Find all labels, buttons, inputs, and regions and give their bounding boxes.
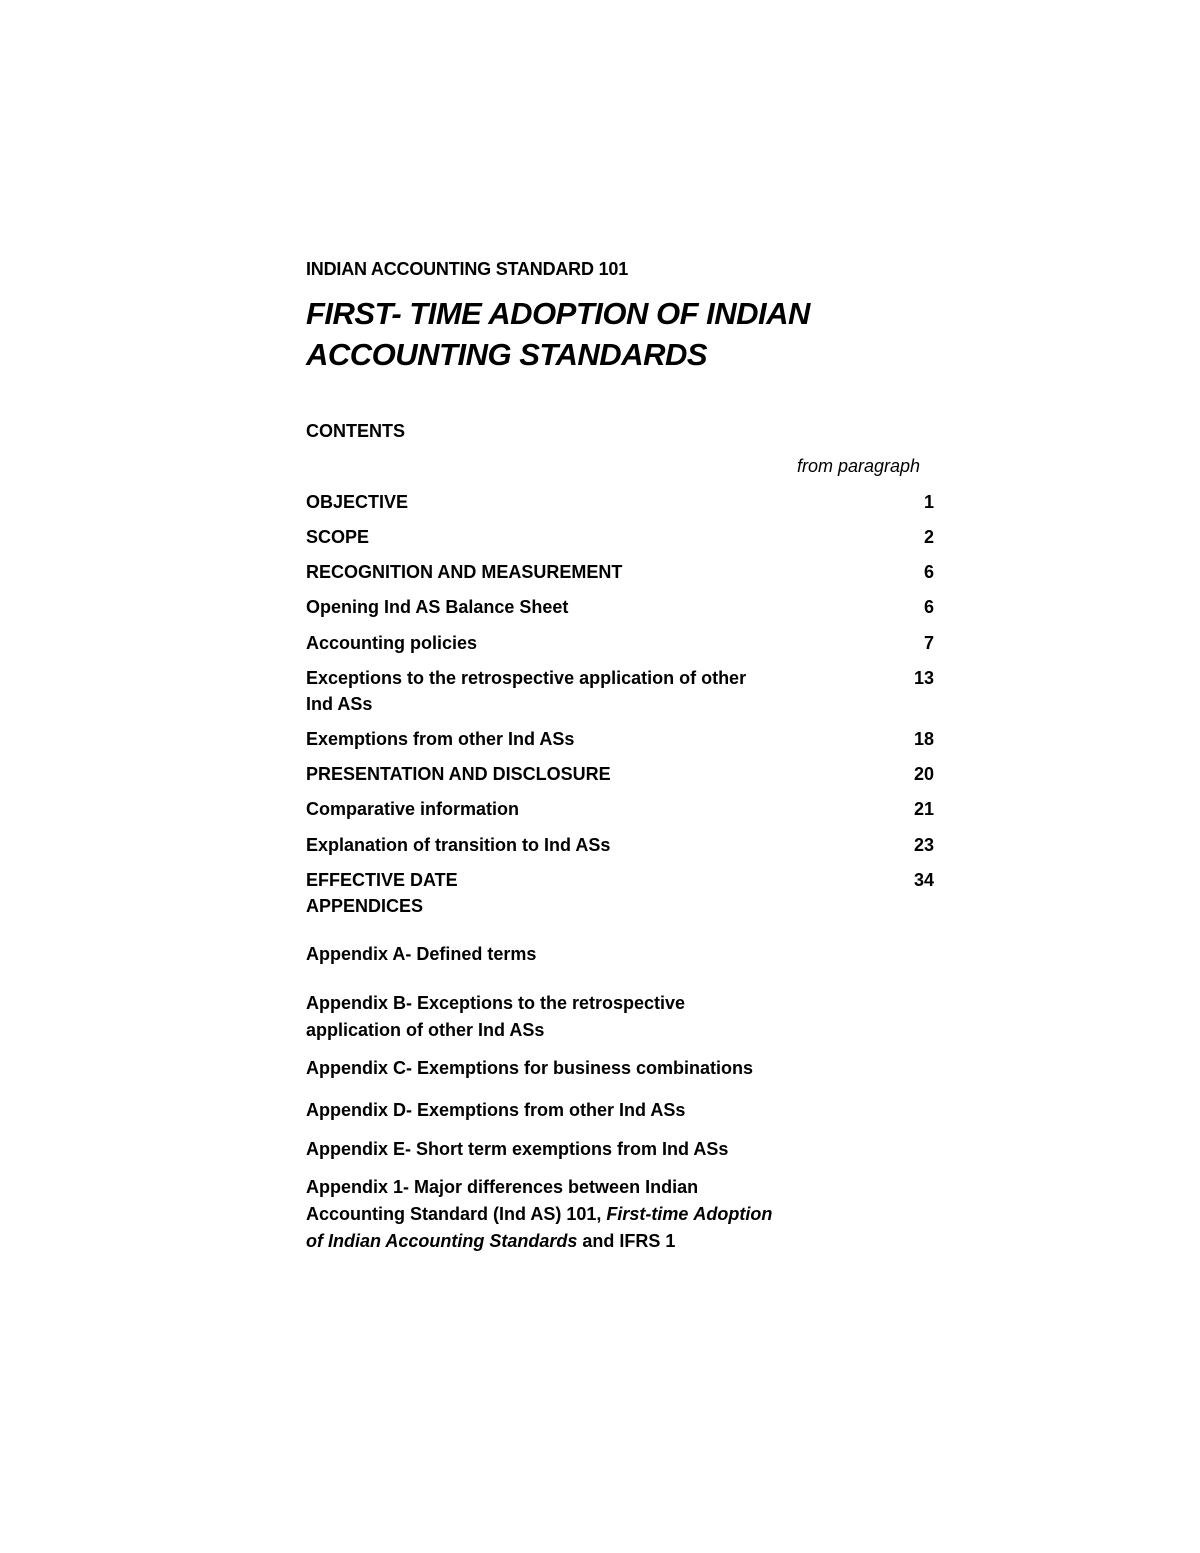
toc-paragraph-number: 20 — [913, 764, 934, 784]
appendix-1-text: Appendix 1- Major differences between Indian Accounting Standard (Ind AS) 101, — [306, 1177, 699, 1224]
toc-label: EFFECTIVE DATE — [306, 870, 458, 890]
toc-paragraph-number: 13 — [913, 668, 934, 688]
appendix-c: Appendix C- Exemptions for business combinations — [306, 1058, 754, 1078]
appendix-1 — [306, 1174, 776, 1255]
toc-label: PRESENTATION AND DISCLOSURE — [306, 764, 611, 784]
appendices-heading: APPENDICES — [306, 896, 424, 916]
title-line-2: ACCOUNTING STANDARDS — [306, 337, 708, 372]
document-title — [306, 293, 906, 375]
toc-label: Exceptions to the retrospective application of other Ind ASs — [306, 668, 747, 714]
appendix-e: Appendix E- Short term exemptions from Ind ASs — [306, 1139, 729, 1159]
appendix-b — [306, 990, 776, 1044]
toc-paragraph-number: 6 — [923, 562, 934, 582]
toc-label: Explanation of transition to Ind ASs — [306, 835, 611, 855]
toc-label: Comparative information — [306, 799, 520, 819]
appendix-a: Appendix A- Defined terms — [306, 944, 537, 964]
toc-label: RECOGNITION AND MEASUREMENT — [306, 562, 623, 582]
appendix-1-italic-title-cont: Adoption of Indian Accounting Standards — [306, 1204, 773, 1251]
contents-heading: CONTENTS — [306, 421, 405, 441]
toc-paragraph-number: 21 — [913, 799, 934, 819]
toc-paragraph-number: 34 — [913, 870, 934, 890]
appendix-b-line-2: application of other Ind ASs — [306, 1020, 545, 1040]
toc-paragraph-number: 2 — [923, 527, 934, 547]
toc-paragraph-number: 18 — [913, 729, 934, 749]
toc-label: Opening Ind AS Balance Sheet — [306, 597, 569, 617]
appendix-1-text-end: and IFRS 1 — [577, 1231, 676, 1251]
appendix-1-italic-title: First-time — [606, 1204, 689, 1224]
title-line-1: FIRST- TIME ADOPTION OF INDIAN — [306, 296, 810, 331]
appendix-d: Appendix D- Exemptions from other Ind ASs — [306, 1100, 686, 1120]
toc-label: Accounting policies — [306, 633, 478, 653]
from-paragraph-label: from paragraph — [797, 456, 921, 476]
toc-paragraph-number: 6 — [923, 597, 934, 617]
toc-label: Exemptions from other Ind ASs — [306, 729, 575, 749]
standard-heading: INDIAN ACCOUNTING STANDARD 101 — [306, 259, 629, 279]
toc-paragraph-number: 1 — [923, 492, 934, 512]
toc-paragraph-number: 23 — [913, 835, 934, 855]
appendix-b-line-1: Appendix B- Exceptions to the retrospective — [306, 993, 686, 1013]
toc-paragraph-number: 7 — [923, 633, 934, 653]
toc-label: OBJECTIVE — [306, 492, 409, 512]
toc-label: SCOPE — [306, 527, 370, 547]
